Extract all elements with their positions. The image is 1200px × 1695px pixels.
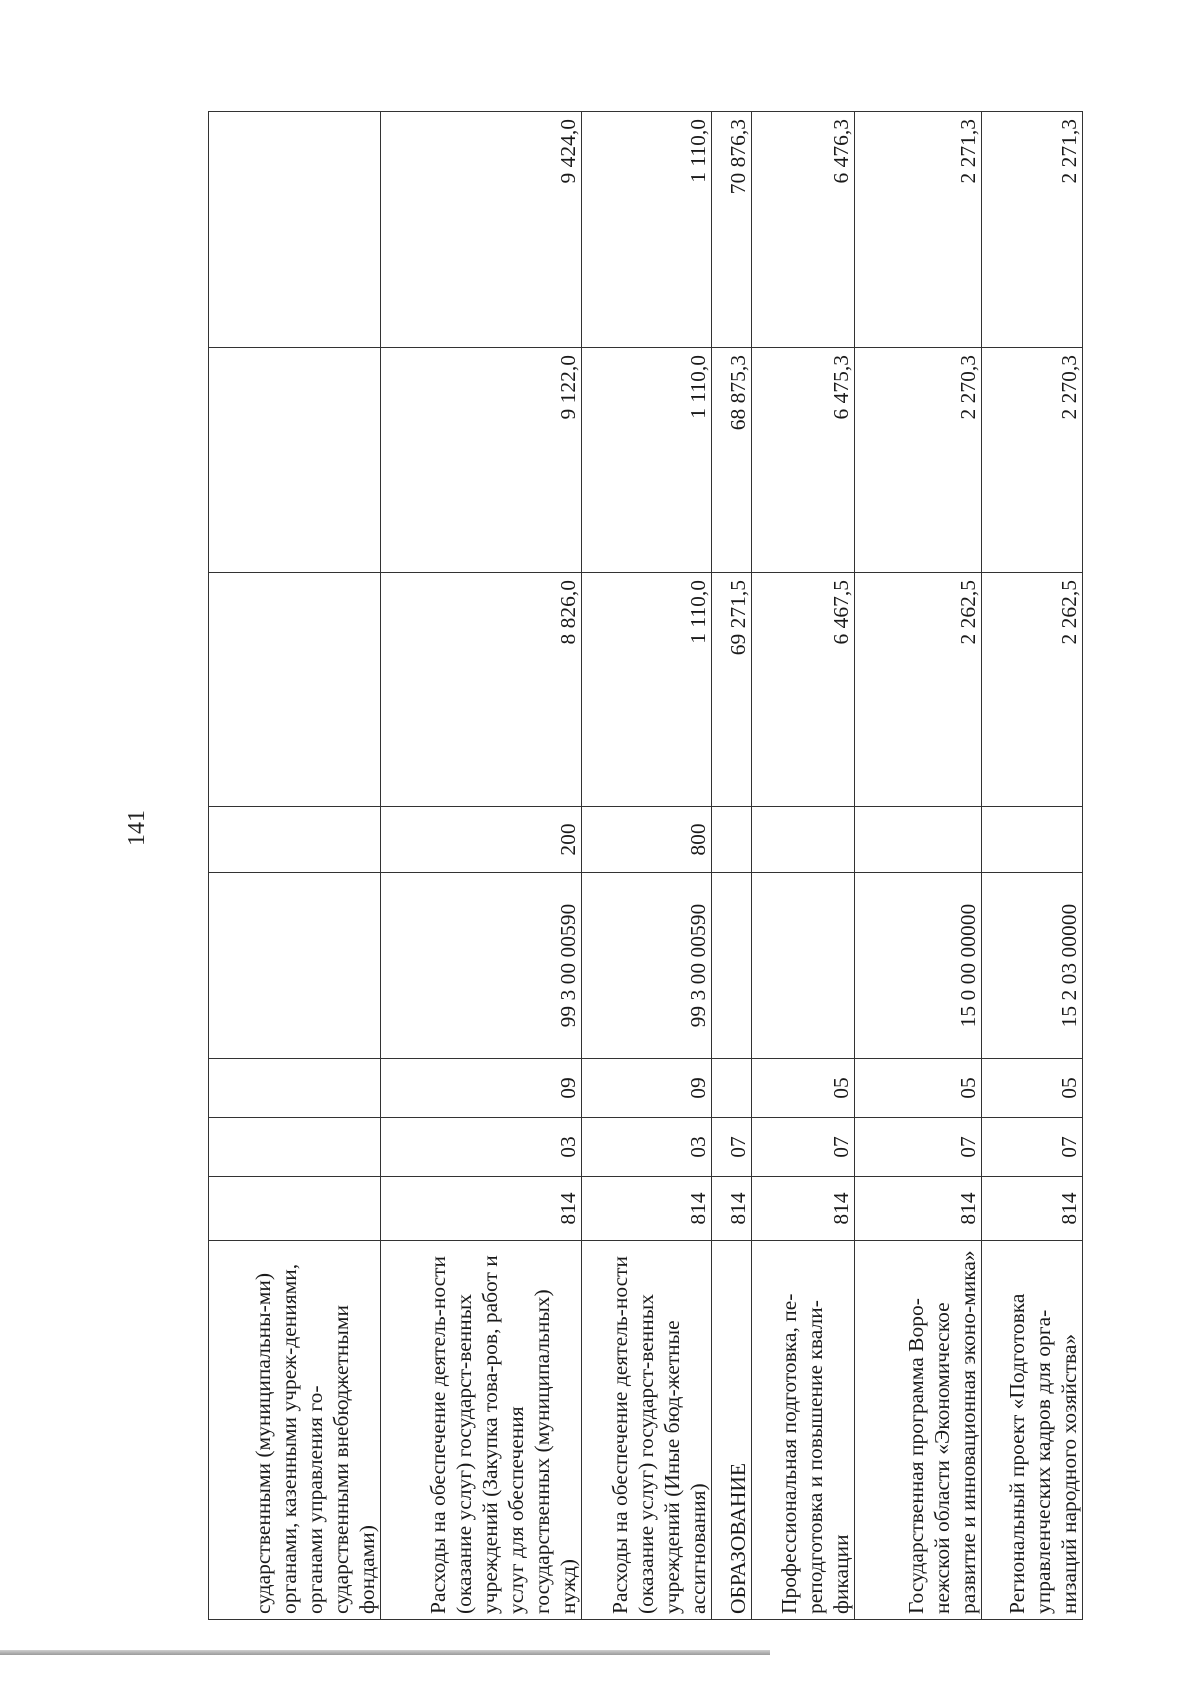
cell-v3: 9 424,0 [380, 112, 581, 348]
cell-v1: 1 110,0 [581, 573, 712, 807]
cell-csr: 15 2 03 00000 [982, 873, 1083, 1059]
table-row [982, 112, 1083, 1620]
cell-v1: 2 262,5 [982, 573, 1083, 807]
cell-v2: 2 270,3 [982, 348, 1083, 573]
cell-rz: 03 [581, 1118, 712, 1177]
scan-edge-shadow [0, 1650, 770, 1655]
cell-vr [209, 807, 381, 873]
cell-grbs: 814 [982, 1177, 1083, 1241]
cell-v2: 9 122,0 [380, 348, 581, 573]
cell-csr: 99 3 00 00590 [380, 873, 581, 1059]
cell-v3: 70 876,3 [712, 112, 752, 348]
cell-name: Расходы на обеспечение деятель-ности (оказание услуг) государст-венных учреждений (Иные бюд-жетные ассигнования) [581, 1241, 712, 1620]
table-row [752, 112, 855, 1620]
cell-csr [209, 873, 381, 1059]
cell-pr [712, 1059, 752, 1118]
cell-v2: 6 475,3 [752, 348, 855, 573]
cell-v1: 8 826,0 [380, 573, 581, 807]
cell-v3: 2 271,3 [854, 112, 982, 348]
cell-rz: 03 [380, 1118, 581, 1177]
cell-v1 [209, 573, 381, 807]
cell-grbs [209, 1177, 381, 1241]
cell-v2: 1 110,0 [581, 348, 712, 573]
cell-vr [854, 807, 982, 873]
cell-v2: 68 875,3 [712, 348, 752, 573]
cell-rz [209, 1118, 381, 1177]
cell-pr: 05 [854, 1059, 982, 1118]
cell-v3: 6 476,3 [752, 112, 855, 348]
cell-name: сударственными (муниципальны-ми) органами, казенными учреж-дениями, органами управления го-сударственными внебюджетными фондами) [209, 1241, 381, 1620]
cell-v3 [209, 112, 381, 348]
table-row [712, 112, 752, 1620]
table-row [209, 112, 381, 1620]
table-row [581, 112, 712, 1620]
cell-vr: 200 [380, 807, 581, 873]
cell-v3: 2 271,3 [982, 112, 1083, 348]
cell-vr [982, 807, 1083, 873]
cell-v2: 2 270,3 [854, 348, 982, 573]
cell-pr: 05 [982, 1059, 1083, 1118]
cell-pr [209, 1059, 381, 1118]
cell-csr [752, 873, 855, 1059]
cell-grbs: 814 [854, 1177, 982, 1241]
cell-pr: 09 [581, 1059, 712, 1118]
cell-rz: 07 [982, 1118, 1083, 1177]
cell-grbs: 814 [752, 1177, 855, 1241]
cell-csr [712, 873, 752, 1059]
rotated-table-container [208, 112, 1083, 1620]
cell-vr: 800 [581, 807, 712, 873]
cell-v3: 1 110,0 [581, 112, 712, 348]
budget-table [208, 111, 1083, 1620]
cell-vr [712, 807, 752, 873]
cell-pr: 05 [752, 1059, 855, 1118]
cell-grbs: 814 [712, 1177, 752, 1241]
cell-csr: 99 3 00 00590 [581, 873, 712, 1059]
cell-grbs: 814 [380, 1177, 581, 1241]
cell-v1: 69 271,5 [712, 573, 752, 807]
page-number: 141 [124, 810, 150, 846]
table-row [380, 112, 581, 1620]
cell-rz: 07 [854, 1118, 982, 1177]
cell-rz: 07 [712, 1118, 752, 1177]
cell-grbs: 814 [581, 1177, 712, 1241]
cell-name: Расходы на обеспечение деятель-ности (оказание услуг) государст-венных учреждений (Закупка това-ров, работ и услуг для обеспечения государственных (муниципальных) нужд) [380, 1241, 581, 1620]
cell-rz: 07 [752, 1118, 855, 1177]
table-row [854, 112, 982, 1620]
cell-vr [752, 807, 855, 873]
cell-name: Региональный проект «Подготовка управленческих кадров для орга-низаций народного хозяйства» [982, 1241, 1083, 1620]
cell-name: Государственная программа Воро-нежской области «Экономическое развитие и инновационная эконо-мика» [854, 1241, 982, 1620]
cell-pr: 09 [380, 1059, 581, 1118]
cell-v2 [209, 348, 381, 573]
cell-v1: 2 262,5 [854, 573, 982, 807]
cell-v1: 6 467,5 [752, 573, 855, 807]
cell-name: ОБРАЗОВАНИЕ [712, 1241, 752, 1620]
cell-csr: 15 0 00 00000 [854, 873, 982, 1059]
cell-name: Профессиональная подготовка, пе-реподготовка и повышение квали-фикации [752, 1241, 855, 1620]
